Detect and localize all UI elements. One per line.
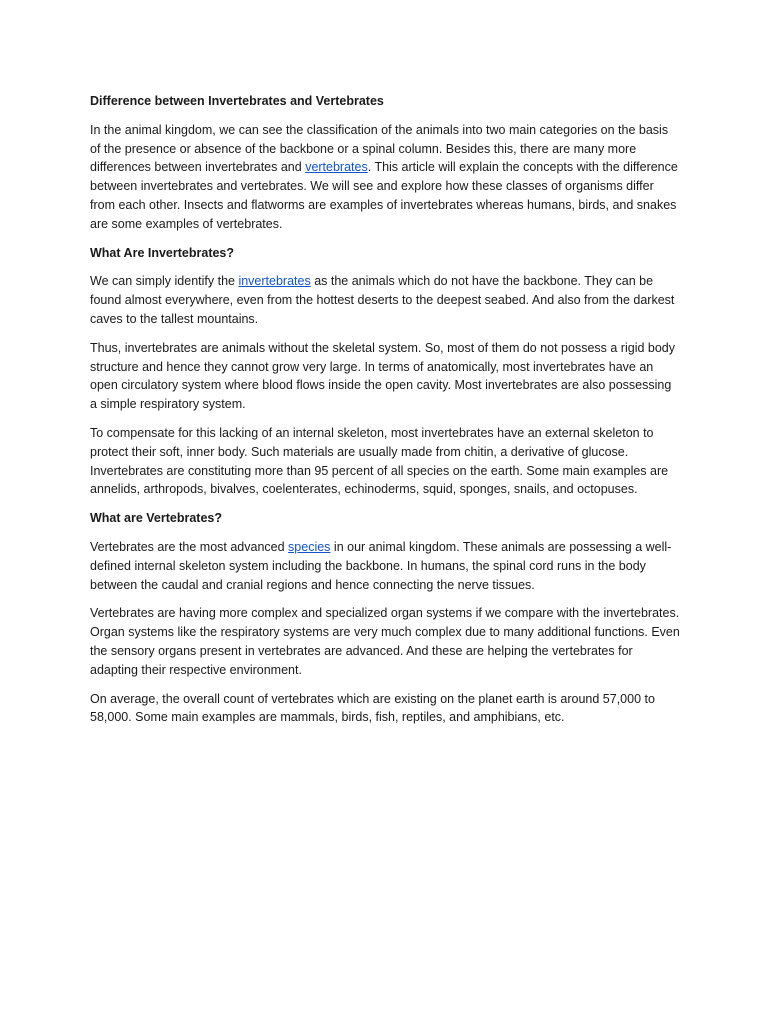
invertebrates-paragraph-3: To compensate for this lacking of an internal skeleton, most invertebrates have an external skeleton to protect their soft, inner body. Such materials are usually made from chitin, a derivative of glucose. Invertebrates are constituting more than 95 percent of all species on the earth. Some main examples are annelids, arthropods, bivalves, coelenterates, echinoderms, squid, sponges, snails, and octopuses. (90, 425, 669, 497)
document-title: Difference between Invertebrates and Vertebrates (90, 94, 384, 108)
invertebrates-paragraph-1 (90, 272, 680, 328)
document-page (90, 92, 680, 737)
vert-p1-text-end: in our animal kingdom. These animals are possessing a well-defined internal skeleton system including the backbone. In humans, the spinal cord runs in the body between the caudal and cranial regions and hence connecting the nerve tissues. (90, 539, 672, 592)
invertebrates-heading: What Are Invertebrates? (90, 245, 235, 260)
intro-text-start: In the animal kingdom, we can see the classification of the animals into two main categories on the basis of the presence or absence of the backbone or a spinal column. Besides this, there are many more differences between invertebrates and (90, 122, 669, 175)
vertebrates-paragraph-1 (90, 538, 680, 594)
intro-text-end: . This article will explain the concepts with the difference between invertebrates and vertebrates. We will see and explore how these classes of organisms differ from each other. Insects and flatworms are examples of invertebrates whereas humans, birds, and snakes are some examples of vertebrates. (90, 160, 678, 231)
inv-p1-text-start: We can simply identify the (90, 274, 239, 289)
invertebrates-paragraph-2: Thus, invertebrates are animals without the skeletal system. So, most of them do not possess a rigid body structure and hence they cannot grow very large. In terms of anatomically, most invertebrates have an open circulatory system where blood flows inside the open cavity. Most invertebrates are also possessing a simple respiratory system. (90, 340, 676, 412)
vertebrates-heading: What are Vertebrates? (90, 511, 222, 526)
invertebrates-link[interactable]: invertebrates (238, 274, 311, 289)
inv-p1-text-end: as the animals which do not have the backbone. They can be found almost everywhere, even from the hottest deserts to the deepest seabed. And also from the darkest caves to the tallest mountains. (90, 274, 675, 326)
intro-paragraph (90, 121, 680, 234)
vertebrates-link[interactable]: vertebrates (305, 160, 368, 175)
vertebrates-paragraph-3: On average, the overall count of vertebrates which are existing on the planet earth is around 57,000 to 58,000. Some main examples are mammals, birds, fish, reptiles, and amphibians, etc. (90, 691, 655, 725)
vert-p1-text-start: Vertebrates are the most advanced (90, 539, 289, 554)
species-link[interactable]: species (288, 539, 331, 554)
vertebrates-paragraph-2: Vertebrates are having more complex and specialized organ systems if we compare with the invertebrates. Organ systems like the respiratory systems are very much complex due to many additional functions. Even the sensory organs present in vertebrates are advanced. And these are helping the vertebrates for adapting their respective environment. (90, 606, 680, 677)
